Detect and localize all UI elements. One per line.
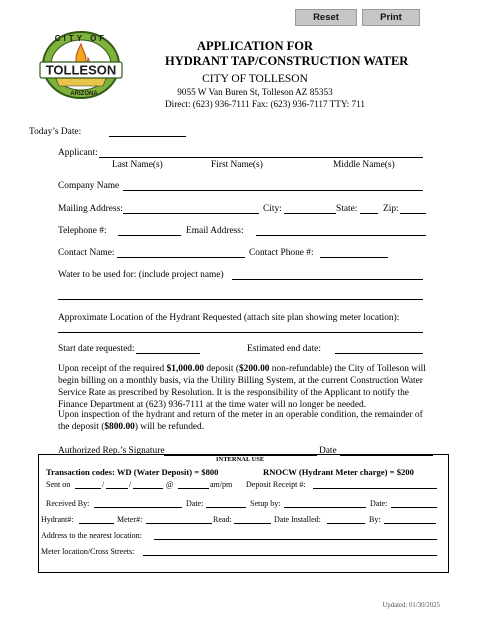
installed-by-label: By:	[369, 515, 381, 524]
signature-date-label: Date	[319, 446, 337, 456]
address-nearest-label: Address to the nearest location:	[41, 531, 142, 540]
sent-on-month[interactable]	[75, 488, 101, 489]
received-by-field[interactable]	[94, 507, 182, 508]
deposit-receipt-label: Deposit Receipt #:	[246, 480, 306, 489]
internal-use-title: INTERNAL USE	[216, 456, 265, 463]
hydrant-field[interactable]	[79, 523, 114, 524]
city-field[interactable]	[284, 213, 336, 214]
refund-paragraph: Upon inspection of the hydrant and return of the meter in an operable condition, the remainder of the deposit ($800.00) will be refunded.	[58, 410, 423, 432]
reset-button[interactable]: Reset	[295, 9, 357, 26]
telephone-field[interactable]	[118, 235, 181, 236]
read-label: Read:	[213, 515, 232, 524]
form-title-line1: APPLICATION FOR	[196, 39, 314, 53]
mailing-field[interactable]	[123, 213, 259, 214]
meter-label: Meter#:	[117, 515, 143, 524]
date-installed-field[interactable]	[327, 523, 365, 524]
logo-bottom-text: ARIZONA	[70, 91, 98, 97]
sent-on-at: @	[166, 480, 174, 489]
deposit-receipt-field[interactable]	[313, 488, 437, 489]
transaction-codes: Transaction codes: WD (Water Deposit) = $800	[46, 467, 219, 477]
date-installed-label: Date Installed:	[274, 515, 321, 524]
received-date-field[interactable]	[206, 507, 246, 508]
logo-name: TOLLESON	[45, 62, 117, 78]
start-date-field[interactable]	[136, 353, 200, 354]
state-label: State:	[336, 204, 358, 214]
mailing-label: Mailing Address:	[58, 204, 123, 214]
received-date-label: Date:	[186, 499, 204, 508]
middle-name-caption: Middle Name(s)	[333, 160, 395, 170]
meter-location-label: Meter location/Cross Streets:	[41, 547, 135, 556]
city-phones: Direct: (623) 936-7111 Fax: (623) 936-7117 TTY: 711	[165, 99, 365, 109]
setup-date-field[interactable]	[391, 507, 437, 508]
sent-on-ampm: am/pm	[210, 480, 233, 489]
city-logo	[30, 28, 132, 100]
deposit-paragraph: Upon receipt of the required $1,000.00 deposit ($200.00 non-refundable) the City of Tolleson will begin billing on a monthly basis, via the Utility Billing System, at the current Construction Water Service Rate as prescribed by Resolution. It is the responsibility of the Applicant to notify the Finance Department at (623) 936-7111 at the time water will no longer be needed.	[58, 364, 426, 410]
end-date-field[interactable]	[335, 353, 423, 354]
location-label: Approximate Location of the Hydrant Requested (attach site plan showing meter location):	[58, 313, 400, 323]
received-by-label: Received By:	[46, 499, 90, 508]
todays-date-field[interactable]	[109, 136, 186, 137]
first-name-caption: First Name(s)	[211, 160, 263, 170]
meter-field[interactable]	[146, 523, 212, 524]
sent-on-slash2: /	[129, 480, 132, 489]
start-date-label: Start date requested:	[58, 344, 135, 354]
hydrant-label: Hydrant#:	[41, 515, 74, 524]
zip-field[interactable]	[400, 213, 426, 214]
city-name: CITY OF TOLLESON	[202, 73, 308, 85]
email-label: Email Address:	[186, 226, 244, 236]
applicant-name-field[interactable]	[99, 157, 423, 158]
meter-location-field[interactable]	[143, 555, 437, 556]
sent-on-time[interactable]	[178, 488, 209, 489]
print-button[interactable]: Print	[362, 9, 420, 26]
setup-date-label: Date:	[370, 499, 388, 508]
sent-on-year[interactable]	[133, 488, 163, 489]
contact-name-label: Contact Name:	[58, 248, 115, 258]
updated-date: Updated: 01/30/2025	[382, 602, 440, 609]
sent-on-slash1: /	[102, 480, 105, 489]
last-name-caption: Last Name(s)	[112, 160, 163, 170]
contact-name-field[interactable]	[117, 257, 245, 258]
end-date-label: Estimated end date:	[247, 344, 321, 354]
telephone-label: Telephone #:	[58, 226, 107, 236]
water-use-label: Water to be used for: (include project name)	[58, 270, 224, 280]
city-address: 9055 W Van Buren St, Tolleson AZ 85353	[177, 87, 333, 97]
todays-date-label: Today’s Date:	[29, 127, 82, 137]
city-label: City:	[263, 204, 282, 214]
contact-phone-field[interactable]	[320, 257, 388, 258]
water-use-field-line2[interactable]	[58, 299, 423, 300]
state-field[interactable]	[360, 213, 378, 214]
location-field[interactable]	[58, 332, 423, 333]
form-title-line2: HYDRANT TAP/CONSTRUCTION WATER	[165, 54, 409, 68]
setup-by-field[interactable]	[284, 507, 366, 508]
applicant-label: Applicant:	[58, 148, 98, 158]
sent-on-label: Sent on	[46, 480, 71, 489]
logo-top-text: CITY OF	[54, 34, 108, 43]
setup-by-label: Setup by:	[250, 499, 281, 508]
company-label: Company Name	[58, 181, 120, 191]
sent-on-day[interactable]	[106, 488, 128, 489]
company-field[interactable]	[123, 190, 423, 191]
email-field[interactable]	[256, 235, 426, 236]
zip-label: Zip:	[383, 204, 399, 214]
signature-label: Authorized Rep.’s Signature	[58, 446, 165, 456]
read-field[interactable]	[234, 523, 271, 524]
installed-by-field[interactable]	[384, 523, 436, 524]
water-use-field[interactable]	[232, 279, 423, 280]
rnocw-code: RNOCW (Hydrant Meter charge) = $200	[263, 467, 414, 477]
address-nearest-field[interactable]	[154, 539, 437, 540]
contact-phone-label: Contact Phone #:	[249, 248, 314, 258]
